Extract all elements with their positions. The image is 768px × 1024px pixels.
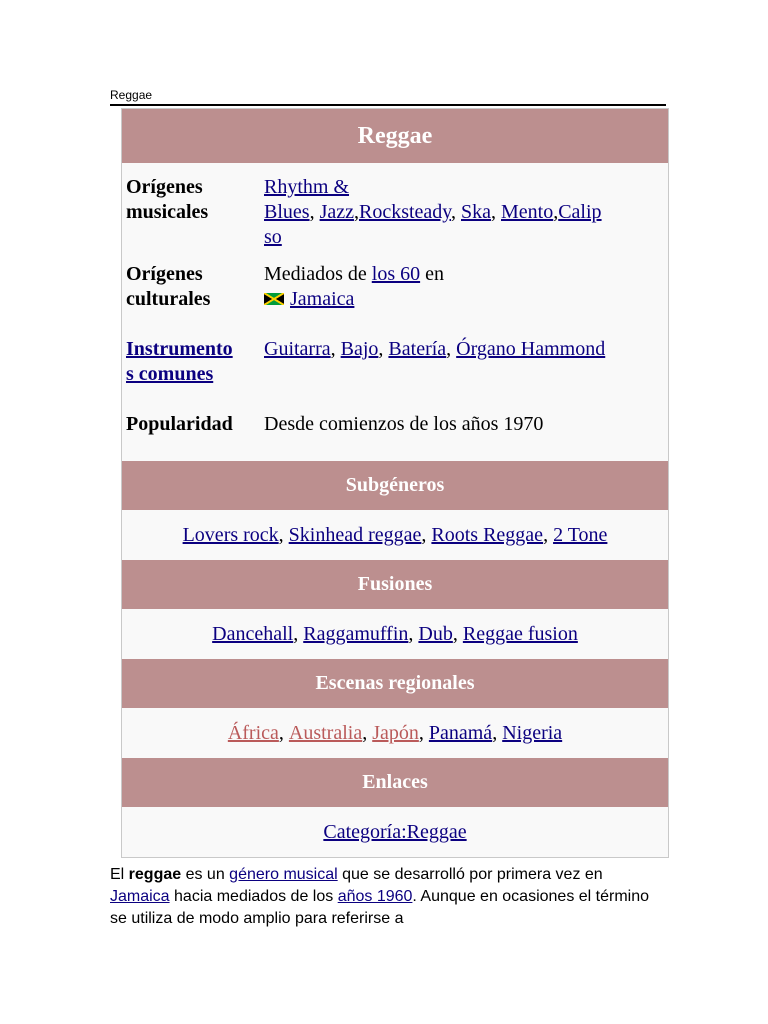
list-links — [122, 807, 668, 857]
text-desarrollo: que se desarrolló por primera vez en — [337, 866, 603, 883]
link-mento[interactable]: Mento — [501, 201, 554, 223]
row-musical-origins — [122, 163, 668, 262]
section-header-regional: Escenas regionales — [122, 659, 668, 708]
document-header — [110, 86, 666, 104]
link-organo-hammond[interactable]: Órgano Hammond — [456, 338, 606, 360]
link-reggae-fusion[interactable]: Reggae fusion — [462, 622, 578, 645]
list-fusions: Dancehall , Raggamuffin , Dub , Reggae fusion — [122, 609, 668, 659]
header-rule — [110, 104, 666, 106]
label-line[interactable]: s comunes — [126, 363, 214, 385]
text-mediados: Mediados de — [264, 263, 372, 285]
list-subgenres: Lovers rock , Skinhead reggae , Roots Reggae , 2 Tone — [122, 510, 668, 560]
jamaica-flag-icon — [264, 293, 284, 305]
label-line: Orígenes — [126, 176, 203, 198]
link-dub[interactable]: Dub — [418, 622, 453, 645]
link-los-60[interactable]: los 60 — [371, 263, 421, 285]
link-jazz[interactable]: Jazz — [319, 201, 354, 223]
link-japon[interactable]: Japón — [372, 721, 419, 744]
link-australia[interactable]: Australia — [288, 721, 363, 744]
link-ska[interactable]: Ska — [461, 201, 491, 223]
link-panama[interactable]: Panamá — [428, 721, 493, 744]
row-instruments — [122, 337, 668, 412]
link-blues[interactable]: Blues — [264, 201, 310, 223]
link-calipso-cont[interactable]: so — [264, 226, 282, 248]
link-2-tone[interactable]: 2 Tone — [553, 523, 608, 546]
list-regional: África , Australia , Japón , Panamá , Nigeria — [122, 708, 668, 758]
label-line: Orígenes — [126, 263, 203, 285]
link-raggamuffin[interactable]: Raggamuffin — [303, 622, 409, 645]
value-musical-origins: Rhythm & Blues, Jazz,Rocksteady, Ska, Mento,Calip so — [264, 176, 602, 248]
link-dancehall[interactable]: Dancehall — [212, 622, 294, 645]
label-cultural-origins — [126, 262, 264, 337]
label-popularity: Popularidad — [126, 413, 233, 435]
label-line[interactable]: Instrumento — [126, 338, 233, 360]
link-africa[interactable]: África — [227, 721, 279, 744]
link-calipso[interactable]: Calip — [558, 201, 602, 223]
value-cultural-origins — [264, 262, 664, 337]
link-bajo[interactable]: Bajo — [340, 338, 379, 360]
text-aunque: . Aunque en ocasiones el término se utiliza de modo amplio para referirse a — [110, 888, 650, 927]
article-paragraph — [110, 864, 666, 930]
label-musical-origins — [126, 175, 264, 262]
link-rocksteady[interactable]: Rocksteady — [358, 201, 451, 223]
text-hacia: hacia mediados de los — [169, 888, 338, 905]
link-skinhead-reggae[interactable]: Skinhead reggae — [288, 523, 422, 546]
link-nigeria[interactable]: Nigeria — [502, 721, 563, 744]
bold-reggae: reggae — [128, 866, 182, 883]
link-lovers-rock[interactable]: Lovers rock — [182, 523, 279, 546]
text-en: en — [420, 263, 444, 285]
link-guitarra[interactable]: Guitarra — [264, 338, 331, 360]
row-popularity — [122, 412, 668, 461]
link-jamaica-body[interactable]: Jamaica — [110, 888, 170, 905]
link-rhythm-and[interactable]: Rhythm & — [264, 176, 350, 198]
text-el: El — [110, 866, 129, 883]
link-anos-1960[interactable]: años 1960 — [337, 888, 413, 905]
value-popularity: Desde comienzos de los años 1970 — [264, 413, 544, 435]
link-jamaica[interactable]: Jamaica — [290, 288, 355, 310]
value-instruments: Guitarra, Bajo, Batería, Órgano Hammond — [264, 338, 606, 360]
infobox-title: Reggae — [122, 109, 668, 163]
infobox — [121, 108, 669, 858]
link-categoria-reggae[interactable]: Categoría:Reggae — [323, 820, 467, 843]
link-genero-musical[interactable]: género musical — [229, 866, 338, 883]
text-es-un: es un — [181, 866, 230, 883]
link-roots-reggae[interactable]: Roots Reggae — [431, 523, 544, 546]
section-header-links: Enlaces — [122, 758, 668, 807]
row-cultural-origins — [122, 262, 668, 337]
section-header-subgenres: Subgéneros — [122, 461, 668, 510]
link-bateria[interactable]: Batería — [388, 338, 447, 360]
label-line: culturales — [126, 288, 211, 310]
label-instruments[interactable] — [126, 337, 264, 412]
document-header-title: Reggae — [110, 88, 153, 102]
label-line: musicales — [126, 201, 209, 223]
section-header-fusions: Fusiones — [122, 560, 668, 609]
